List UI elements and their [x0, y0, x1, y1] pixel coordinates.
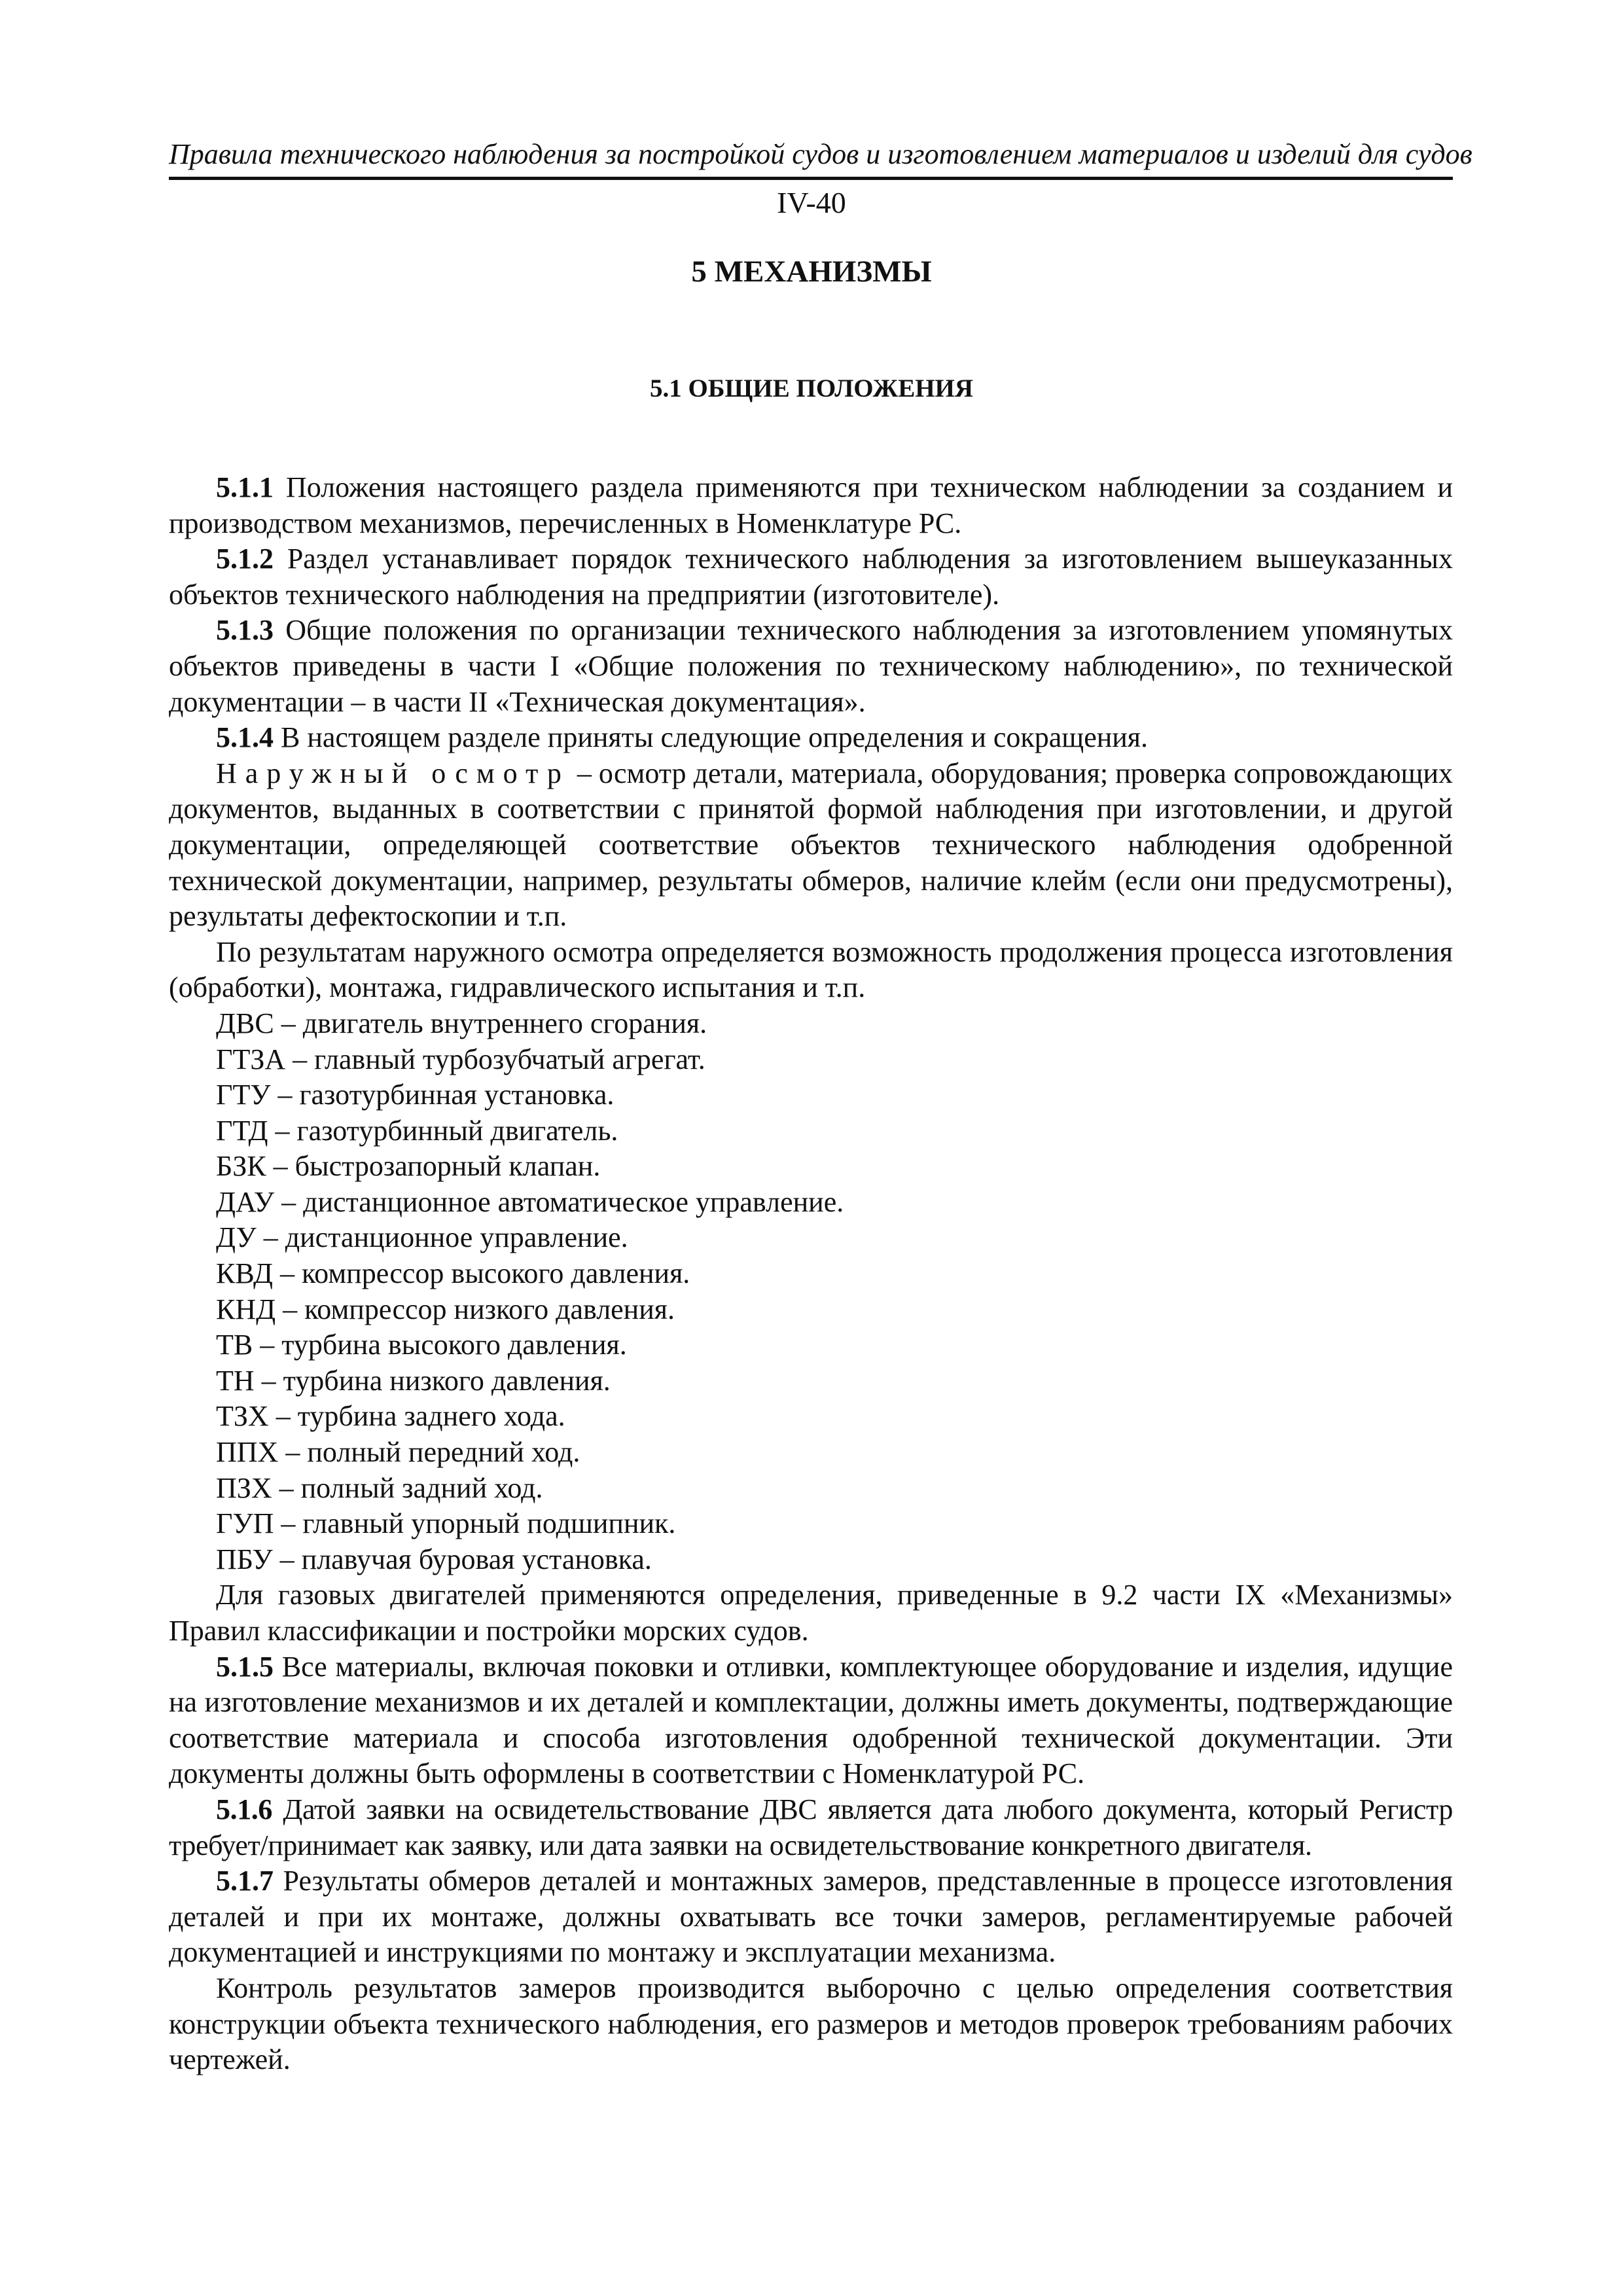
paragraph-5-1-1 — [169, 470, 1453, 541]
clause-number: 5.1.6 — [216, 1793, 273, 1825]
paragraph-5-1-5 — [169, 1649, 1453, 1792]
definition-text: – осмотр детали, материала, оборудования; проверка сопровождающих документов, выданных в соответствии с принятой формой наблюдения при изготовлении, и другой документации, определяющей соответствие объектов технического наблюдения одобренной технической документации, например, результаты обмеров, наличие клейм (если они предусмотрены), результаты дефектоскопии и т.п. — [169, 757, 1453, 933]
abbreviation-item: ПБУ – плавучая буровая установка. — [216, 1543, 652, 1575]
abbreviation-item: КВД – компрессор высокого давления. — [216, 1257, 690, 1290]
clause-text: Раздел устанавливает порядок технического наблюдения за изготовлением вышеуказанных объектов технического наблюдения на предприятии (изготовителе). — [169, 543, 1453, 611]
subsection-title: 5.1 ОБЩИЕ ПОЛОЖЕНИЯ — [649, 374, 974, 403]
abbreviation-item: ГТУ – газотурбинная установка. — [216, 1079, 615, 1111]
paragraph-5-1-4 — [169, 720, 1453, 756]
clause-number: 5.1.1 — [216, 471, 274, 503]
clause-number: 5.1.4 — [216, 721, 274, 754]
clause-number: 5.1.3 — [216, 614, 274, 647]
abbreviation-item: ДУ – дистанционное управление. — [216, 1221, 628, 1254]
abbreviation-item: БЗК – быстрозапорный клапан. — [216, 1150, 601, 1183]
defined-term: Наружный осмотр — [216, 757, 570, 789]
measurement-control-paragraph: Контроль результатов замеров производится выборочно с целью определения соответствия конструкции объекта технического наблюдения, его размеров и методов проверок требованиям рабочих чертежей. — [169, 1971, 1453, 2076]
paragraph-5-1-2 — [169, 541, 1453, 613]
abbreviation-item: ГТЗА – главный турбозубчатый агрегат. — [216, 1043, 705, 1075]
abbreviation-item: ДАУ – дистанционное автоматическое управление. — [216, 1185, 844, 1218]
abbreviation-item: ДВС – двигатель внутреннего сгорания. — [216, 1007, 707, 1039]
definition-external-inspection — [169, 756, 1453, 935]
abbreviation-item: ПЗХ – полный задний ход. — [216, 1471, 543, 1504]
clause-number: 5.1.7 — [216, 1865, 274, 1897]
abbreviation-item: ГУП – главный упорный подшипник. — [216, 1507, 676, 1540]
paragraph-5-1-3 — [169, 613, 1453, 720]
clause-text: Результаты обмеров деталей и монтажных замеров, представленные в процессе изготовления деталей и при их монтаже, должны охватывать все точки замеров, регламентируемые рабочей документацией и инструкциями по монтажу и эксплуатации механизма. — [169, 1865, 1453, 1969]
running-head: Правила технического наблюдения за постройкой судов и изготовлением материалов и изделий для судов — [169, 135, 1453, 180]
body-text — [169, 470, 1453, 2078]
paragraph-5-1-7 — [169, 1863, 1453, 1971]
clause-text: Датой заявки на освидетельствование ДВС является дата любого документа, который Регистр требует/принимает как заявку, или дата заявки на освидетельствование конкретного двигателя. — [169, 1793, 1453, 1861]
section-title: 5 МЕХАНИЗМЫ — [691, 255, 932, 289]
clause-text: Общие положения по организации технического наблюдения за изготовлением упомянутых объектов приведены в части I «Общие положения по техническому наблюдению», по технической документации – в части II «Техническая документация». — [169, 614, 1453, 718]
page-number: IV-40 — [777, 186, 846, 219]
paragraph-5-1-6 — [169, 1792, 1453, 1863]
gas-engines-paragraph: Для газовых двигателей применяются определения, приведенные в 9.2 части IX «Механизмы» Правил классификации и постройки морских судов. — [169, 1579, 1453, 1647]
abbreviation-item: КНД – компрессор низкого давления. — [216, 1293, 675, 1325]
clause-number: 5.1.5 — [216, 1650, 274, 1683]
abbreviation-item: ТВ – турбина высокого давления. — [216, 1329, 627, 1361]
abbreviation-item: ГТД – газотурбинный двигатель. — [216, 1114, 618, 1147]
clause-text: Все материалы, включая поковки и отливки, комплектующее оборудование и изделия, идущие на изготовление механизмов и их деталей и комплектации, должны иметь документы, подтверждающие соответствие материала и способа изготовления одобренной технической документации. Эти документы должны быть оформлены в соответствии с Номенклатурой РС. — [169, 1650, 1453, 1790]
inspection-outcome-paragraph: По результатам наружного осмотра определяется возможность продолжения процесса изготовления (обработки), монтажа, гидравлического испытания и т.п. — [169, 935, 1453, 1004]
clause-text: Положения настоящего раздела применяются при техническом наблюдении за созданием и производством механизмов, перечисленных в Номенклатуре РС. — [169, 471, 1453, 539]
clause-text: В настоящем разделе приняты следующие определения и сокращения. — [274, 721, 1149, 754]
clause-number: 5.1.2 — [216, 543, 274, 575]
abbreviation-item: ТЗХ – турбина заднего хода. — [216, 1400, 565, 1433]
abbreviation-item: ППХ – полный передний ход. — [216, 1436, 580, 1469]
abbreviation-item: ТН – турбина низкого давления. — [216, 1364, 611, 1397]
